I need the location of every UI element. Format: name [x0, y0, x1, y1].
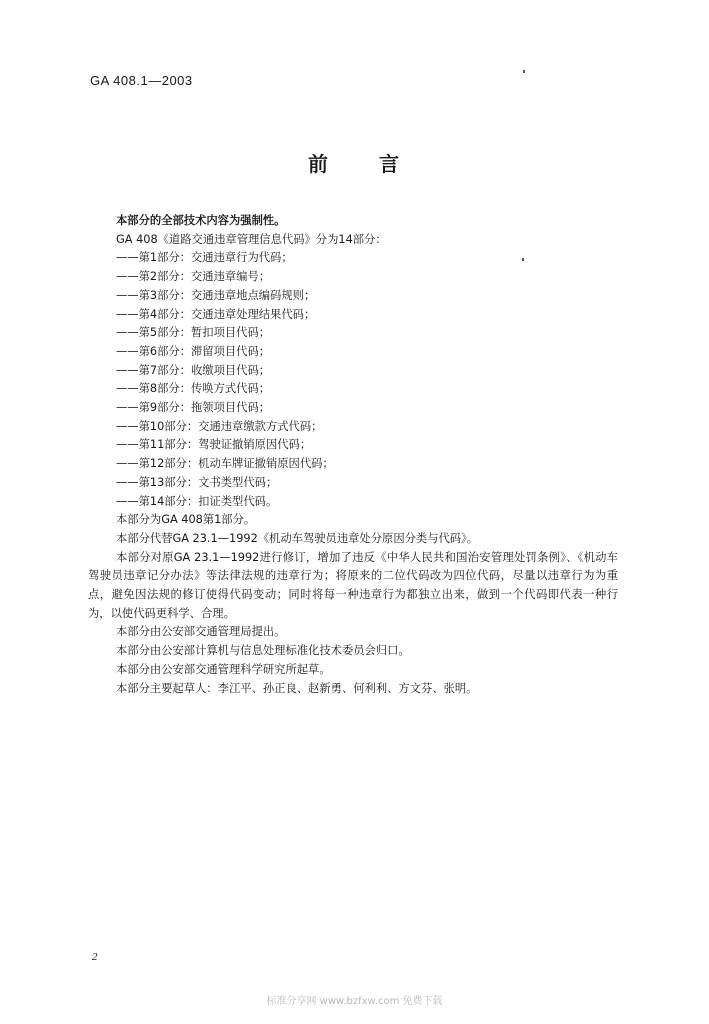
part-item: ——第5部分：暂扣项目代码； [116, 326, 271, 340]
part-item: ——第10部分：交通违章缴款方式代码； [116, 419, 323, 433]
revision-statement: 本部分对原GA 23.1—1992进行修订，增加了违反《中华人民共和国治安管理处罚条例》、《机动车驾驶员违章记分办法》等法律法规的违章行为；将原来的二位代码改为四位代码，尽量以违章行为为重点，避免因法规的修订使得代码变动；同时将每一种违章行为都独立出来，做到一个代码即代表一种行为，以使代码更科学、合理。 [88, 550, 618, 620]
page-title: 前 言 [308, 152, 401, 176]
part-item: ——第3部分：交通违章地点编码规则； [116, 288, 316, 302]
watermark-text: 标准分享网 www.bzfxw.com 免费下载 [266, 996, 443, 1007]
standard-code-header: GA 408.1—2003 [90, 73, 193, 88]
part-item: ——第13部分：文书类型代码； [116, 475, 278, 489]
foreword-body [88, 212, 618, 698]
part-item: ——第8部分：传唤方式代码； [116, 382, 271, 396]
part-item: ——第9部分：拖领项目代码； [116, 401, 271, 415]
parts-intro: GA 408《道路交通违章管理信息代码》分为14部分： [116, 232, 387, 246]
is-part-statement: 本部分为GA 408第1部分。 [116, 513, 256, 527]
centralized-by-statement: 本部分由公安部计算机与信息处理标准化技术委员会归口。 [116, 644, 410, 658]
drafters-statement: 本部分主要起草人：李江平、孙正良、赵新勇、何利利、方文芬、张明。 [116, 681, 478, 695]
scan-speck [523, 70, 525, 73]
part-item: ——第6部分：滞留项目代码； [116, 344, 271, 358]
part-item: ——第11部分：驾驶证撤销原因代码； [116, 438, 312, 452]
mandatory-statement: 本部分的全部技术内容为强制性。 [116, 214, 286, 227]
part-item: ——第1部分：交通违章行为代码； [116, 251, 293, 265]
part-item: ——第2部分：交通违章编号； [116, 270, 271, 284]
drafted-by-statement: 本部分由公安部交通管理科学研究所起草。 [116, 662, 331, 676]
proposed-by-statement: 本部分由公安部交通管理局提出。 [116, 625, 286, 639]
part-item: ——第14部分：扣证类型代码。 [116, 494, 278, 508]
part-item: ——第4部分：交通违章处理结果代码； [116, 307, 316, 321]
scan-speck [522, 258, 524, 261]
page-number: 2 [92, 951, 98, 963]
part-item: ——第7部分：收缴项目代码； [116, 363, 271, 377]
replaces-statement: 本部分代替GA 23.1—1992《机动车驾驶员违章处分原因分类与代码》。 [116, 531, 479, 545]
part-item: ——第12部分：机动车牌证撤销原因代码； [116, 457, 334, 471]
